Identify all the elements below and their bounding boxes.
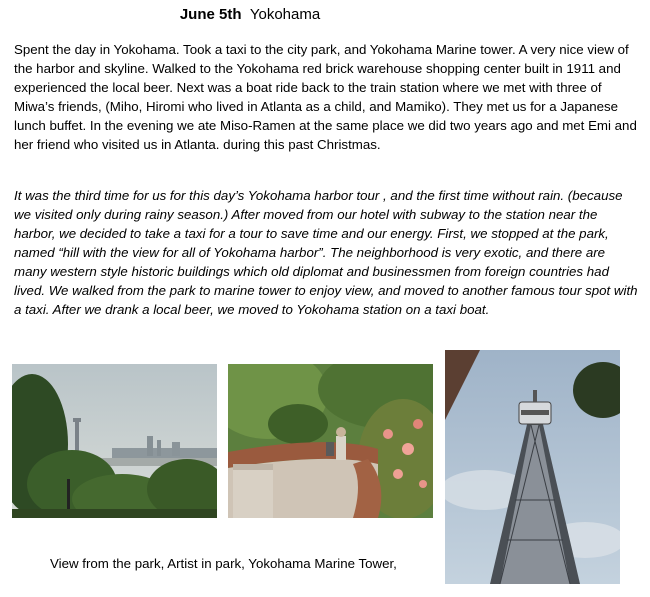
- photo-caption: View from the park, Artist in park, Yokohama Marine Tower,: [50, 556, 397, 571]
- journal-paragraph-2: It was the third time for us for this day’s Yokohama harbor tour , and the first time without rain. (because we visited only during rainy season.) After moved from our hotel with subway to the station near the harbor, we decided to take a taxi for a tour to save time and our energy. First, we stopped at the park, named “hill with the view for all of Yokohama harbor”. The neighborhood is very exotic, and there are many western style historic buildings which old diplomat and businessmen from foreign countries had lived. We walked from the park to marine tower to enjoy view, and moved to another famous tour spot with a taxi. After we drank a local beer, we moved to Yokohama station on a taxi boat.: [14, 188, 638, 317]
- photo-view-from-park: [12, 364, 217, 518]
- photo-marine-tower: [445, 350, 620, 584]
- title-place: Yokohama: [249, 6, 321, 23]
- photo-artist-in-park: [228, 364, 433, 518]
- journal-paragraph-1: Spent the day in Yokohama. Took a taxi to the city park, and Yokohama Marine tower. A very nice view of the harbor and skyline. Walked to the Yokohama red brick warehouse shopping center built in 1911 and experienced the local beer. Next was a boat ride back to the train station where we met with three of Miwa’s friends, (Miho, Hiromi who lived in Atlanta as a child, and Mamiko). They met us for a Japanese lunch buffet. In the evening we ate Miso-Ramen at the same place we did two years ago and met Emi and her friend who visited us in Atlanta. during this past Christmas.: [14, 42, 637, 152]
- title-date: June 5th: [179, 6, 242, 23]
- page-title: [0, 6, 500, 23]
